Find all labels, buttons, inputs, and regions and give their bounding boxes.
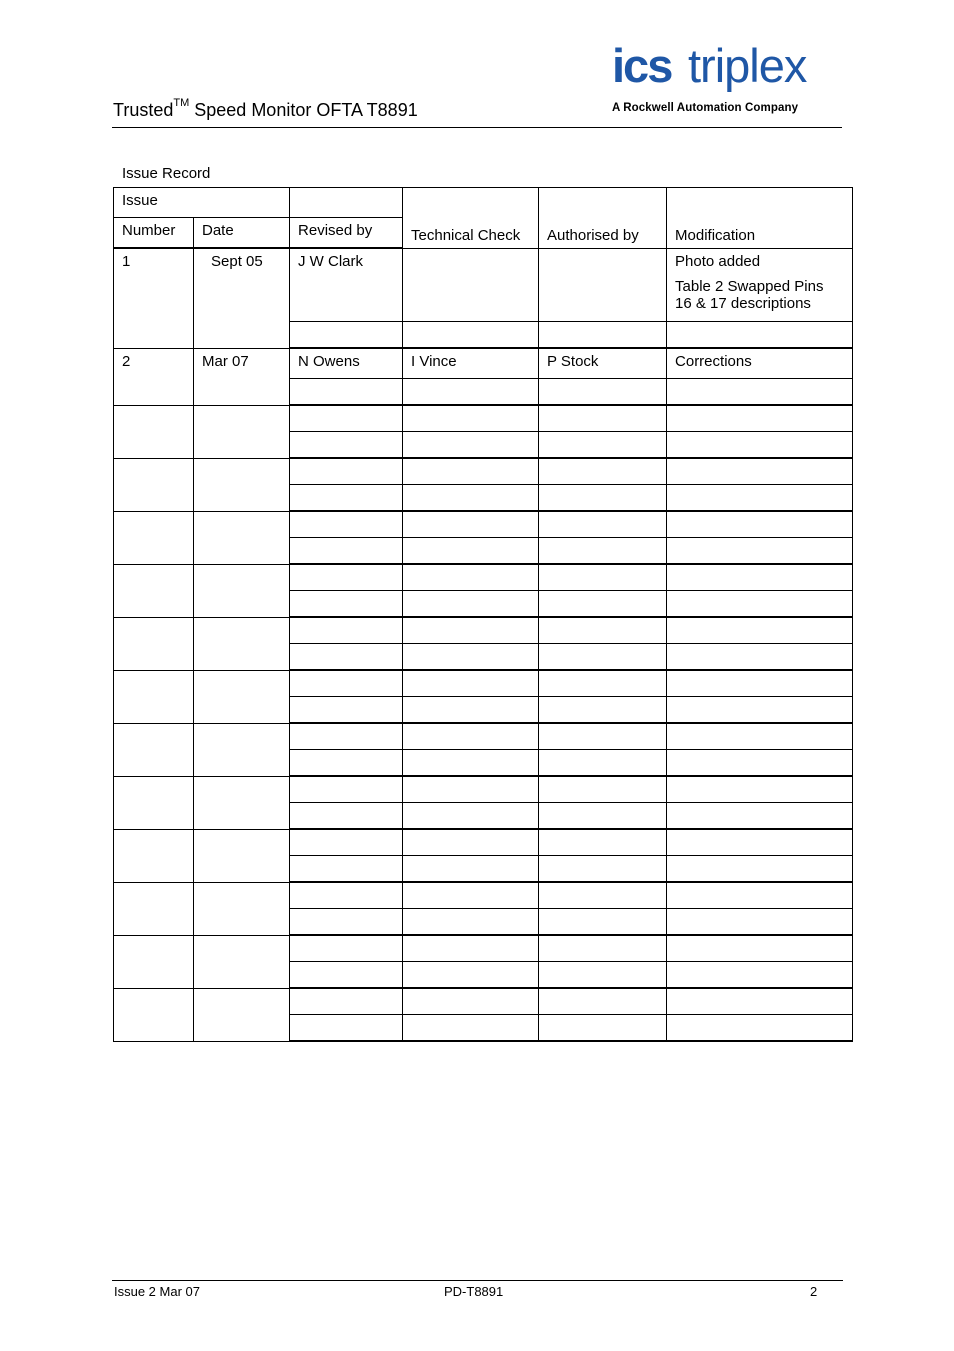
footer-doc-id: PD-T8891 bbox=[444, 1284, 504, 1299]
cell-empty bbox=[667, 379, 853, 406]
cell-revised: J W Clark bbox=[290, 248, 403, 322]
modification-line: Photo added bbox=[675, 252, 761, 270]
cell-empty bbox=[194, 405, 290, 458]
cell-empty bbox=[194, 935, 290, 988]
cell-empty bbox=[539, 697, 667, 724]
trademark-sup: TM bbox=[173, 97, 190, 109]
cell-empty bbox=[290, 803, 403, 830]
table-row bbox=[114, 776, 853, 803]
table-row bbox=[114, 829, 853, 856]
cell-empty bbox=[290, 670, 403, 697]
footer-page-number: 2 bbox=[810, 1284, 818, 1299]
cell-empty bbox=[403, 591, 539, 618]
footer-divider bbox=[112, 1280, 843, 1281]
cell-empty bbox=[403, 322, 539, 349]
cell-empty bbox=[539, 485, 667, 512]
cell-empty bbox=[194, 723, 290, 776]
cell-empty bbox=[403, 829, 539, 856]
cell-empty bbox=[667, 458, 853, 485]
cell-empty bbox=[194, 988, 290, 1041]
cell-empty bbox=[539, 988, 667, 1015]
cell-revised: N Owens bbox=[290, 348, 403, 379]
cell-empty bbox=[290, 564, 403, 591]
cell-number: 1 bbox=[114, 248, 194, 348]
cell-number: 2 bbox=[114, 348, 194, 405]
cell-empty bbox=[403, 935, 539, 962]
cell-empty bbox=[403, 697, 539, 724]
cell-empty bbox=[194, 617, 290, 670]
company-logo bbox=[612, 39, 844, 118]
cell-empty bbox=[667, 485, 853, 512]
cell-empty bbox=[667, 617, 853, 644]
header-authorised-by: Authorised by bbox=[539, 188, 667, 249]
cell-empty bbox=[290, 776, 403, 803]
cell-empty bbox=[667, 750, 853, 777]
cell-date: Mar 07 bbox=[194, 348, 290, 405]
table-row bbox=[114, 405, 853, 432]
cell-empty bbox=[539, 803, 667, 830]
footer-issue: Issue 2 Mar 07 bbox=[114, 1284, 200, 1299]
cell-empty bbox=[114, 458, 194, 511]
cell-empty bbox=[403, 379, 539, 406]
cell-empty bbox=[290, 882, 403, 909]
issue-record-table bbox=[113, 187, 853, 1042]
header-date: Date bbox=[194, 218, 290, 249]
cell-empty bbox=[667, 564, 853, 591]
header-modification: Modification bbox=[667, 188, 853, 249]
cell-empty bbox=[114, 829, 194, 882]
cell-empty bbox=[539, 591, 667, 618]
page-title bbox=[113, 97, 418, 121]
cell-empty bbox=[539, 776, 667, 803]
cell-empty bbox=[290, 1015, 403, 1042]
header-blank bbox=[290, 188, 403, 218]
cell-empty bbox=[539, 670, 667, 697]
cell-empty bbox=[290, 538, 403, 565]
cell-empty bbox=[290, 405, 403, 432]
cell-empty bbox=[539, 322, 667, 349]
cell-empty bbox=[290, 697, 403, 724]
cell-empty bbox=[114, 776, 194, 829]
modification-line: Table 2 Swapped Pins 16 & 17 descriptions bbox=[675, 277, 824, 312]
cell-empty bbox=[667, 405, 853, 432]
header-number: Number bbox=[114, 218, 194, 249]
cell-empty bbox=[290, 591, 403, 618]
cell-empty bbox=[667, 511, 853, 538]
cell-empty bbox=[539, 723, 667, 750]
cell-empty bbox=[290, 458, 403, 485]
cell-empty bbox=[539, 935, 667, 962]
cell-empty bbox=[114, 935, 194, 988]
cell-empty bbox=[667, 538, 853, 565]
cell-empty bbox=[667, 591, 853, 618]
cell-empty bbox=[290, 511, 403, 538]
cell-empty bbox=[403, 909, 539, 936]
cell-authorised bbox=[539, 248, 667, 322]
cell-empty bbox=[539, 432, 667, 459]
cell-empty bbox=[667, 882, 853, 909]
title-prefix: Trusted bbox=[113, 100, 174, 120]
table-row bbox=[114, 348, 853, 379]
cell-modification: Corrections bbox=[667, 348, 853, 379]
cell-empty bbox=[290, 856, 403, 883]
cell-empty bbox=[403, 511, 539, 538]
cell-empty bbox=[403, 882, 539, 909]
cell-empty bbox=[290, 750, 403, 777]
cell-empty bbox=[667, 909, 853, 936]
cell-empty bbox=[194, 458, 290, 511]
cell-empty bbox=[539, 909, 667, 936]
cell-empty bbox=[114, 723, 194, 776]
cell-empty bbox=[403, 988, 539, 1015]
cell-empty bbox=[403, 670, 539, 697]
table-row bbox=[114, 617, 853, 644]
cell-empty bbox=[403, 405, 539, 432]
cell-empty bbox=[667, 1015, 853, 1042]
table-row bbox=[114, 248, 853, 322]
cell-empty bbox=[403, 723, 539, 750]
cell-empty bbox=[539, 882, 667, 909]
cell-empty bbox=[403, 962, 539, 989]
cell-empty bbox=[539, 644, 667, 671]
cell-empty bbox=[114, 511, 194, 564]
cell-empty bbox=[667, 962, 853, 989]
cell-empty bbox=[403, 776, 539, 803]
table-row bbox=[114, 988, 853, 1015]
table-row bbox=[114, 723, 853, 750]
cell-empty bbox=[194, 776, 290, 829]
cell-empty bbox=[194, 670, 290, 723]
table-row bbox=[114, 882, 853, 909]
cell-empty bbox=[114, 988, 194, 1041]
cell-empty bbox=[539, 617, 667, 644]
header-technical-check: Technical Check bbox=[403, 188, 539, 249]
cell-empty bbox=[539, 750, 667, 777]
cell-empty bbox=[194, 882, 290, 935]
cell-empty bbox=[539, 1015, 667, 1042]
cell-empty bbox=[539, 379, 667, 406]
table-row bbox=[114, 935, 853, 962]
section-label: Issue Record bbox=[122, 165, 211, 182]
cell-empty bbox=[667, 856, 853, 883]
cell-empty bbox=[403, 617, 539, 644]
cell-empty bbox=[403, 803, 539, 830]
cell-empty bbox=[667, 697, 853, 724]
cell-empty bbox=[290, 723, 403, 750]
cell-empty bbox=[290, 322, 403, 349]
cell-empty bbox=[194, 829, 290, 882]
cell-empty bbox=[290, 379, 403, 406]
cell-empty bbox=[667, 644, 853, 671]
title-suffix: Speed Monitor OFTA T8891 bbox=[194, 100, 418, 120]
cell-empty bbox=[114, 405, 194, 458]
cell-empty bbox=[403, 458, 539, 485]
table-row bbox=[114, 458, 853, 485]
cell-empty bbox=[290, 909, 403, 936]
cell-empty bbox=[667, 803, 853, 830]
cell-empty bbox=[667, 432, 853, 459]
cell-empty bbox=[539, 458, 667, 485]
blank-issue-rows bbox=[114, 405, 853, 1041]
cell-empty bbox=[667, 935, 853, 962]
cell-empty bbox=[403, 644, 539, 671]
cell-empty bbox=[403, 432, 539, 459]
logo-triplex: triplex bbox=[688, 39, 807, 92]
cell-empty bbox=[539, 962, 667, 989]
cell-empty bbox=[667, 670, 853, 697]
cell-empty bbox=[290, 988, 403, 1015]
cell-empty bbox=[539, 856, 667, 883]
cell-date: Sept 05 bbox=[194, 248, 290, 348]
cell-empty bbox=[539, 564, 667, 591]
table-row bbox=[114, 511, 853, 538]
cell-empty bbox=[403, 538, 539, 565]
header-revised-by: Revised by bbox=[290, 218, 403, 249]
logo-tagline: A Rockwell Automation Company bbox=[612, 102, 799, 114]
cell-empty bbox=[194, 511, 290, 564]
cell-empty bbox=[403, 750, 539, 777]
table-header-row bbox=[114, 188, 853, 218]
cell-empty bbox=[667, 829, 853, 856]
cell-empty bbox=[539, 538, 667, 565]
cell-empty bbox=[290, 644, 403, 671]
cell-empty bbox=[403, 564, 539, 591]
cell-empty bbox=[290, 935, 403, 962]
header-issue: Issue bbox=[114, 188, 290, 218]
cell-empty bbox=[539, 511, 667, 538]
cell-empty bbox=[290, 829, 403, 856]
cell-technical bbox=[403, 248, 539, 322]
header-divider bbox=[112, 127, 842, 128]
cell-empty bbox=[290, 485, 403, 512]
cell-empty bbox=[539, 405, 667, 432]
cell-empty bbox=[114, 564, 194, 617]
table-row bbox=[114, 670, 853, 697]
cell-empty bbox=[114, 670, 194, 723]
cell-empty bbox=[290, 962, 403, 989]
cell-empty bbox=[403, 1015, 539, 1042]
cell-empty bbox=[539, 829, 667, 856]
table-row bbox=[114, 564, 853, 591]
cell-empty bbox=[114, 617, 194, 670]
cell-empty bbox=[667, 322, 853, 349]
cell-empty bbox=[667, 723, 853, 750]
cell-empty bbox=[290, 617, 403, 644]
cell-empty bbox=[194, 564, 290, 617]
cell-empty bbox=[290, 432, 403, 459]
cell-empty bbox=[667, 776, 853, 803]
cell-empty bbox=[403, 856, 539, 883]
cell-authorised: P Stock bbox=[539, 348, 667, 379]
cell-empty bbox=[114, 882, 194, 935]
cell-empty bbox=[667, 988, 853, 1015]
cell-empty bbox=[403, 485, 539, 512]
cell-technical: I Vince bbox=[403, 348, 539, 379]
cell-modification bbox=[667, 248, 853, 322]
logo-ics: ics bbox=[612, 39, 672, 92]
